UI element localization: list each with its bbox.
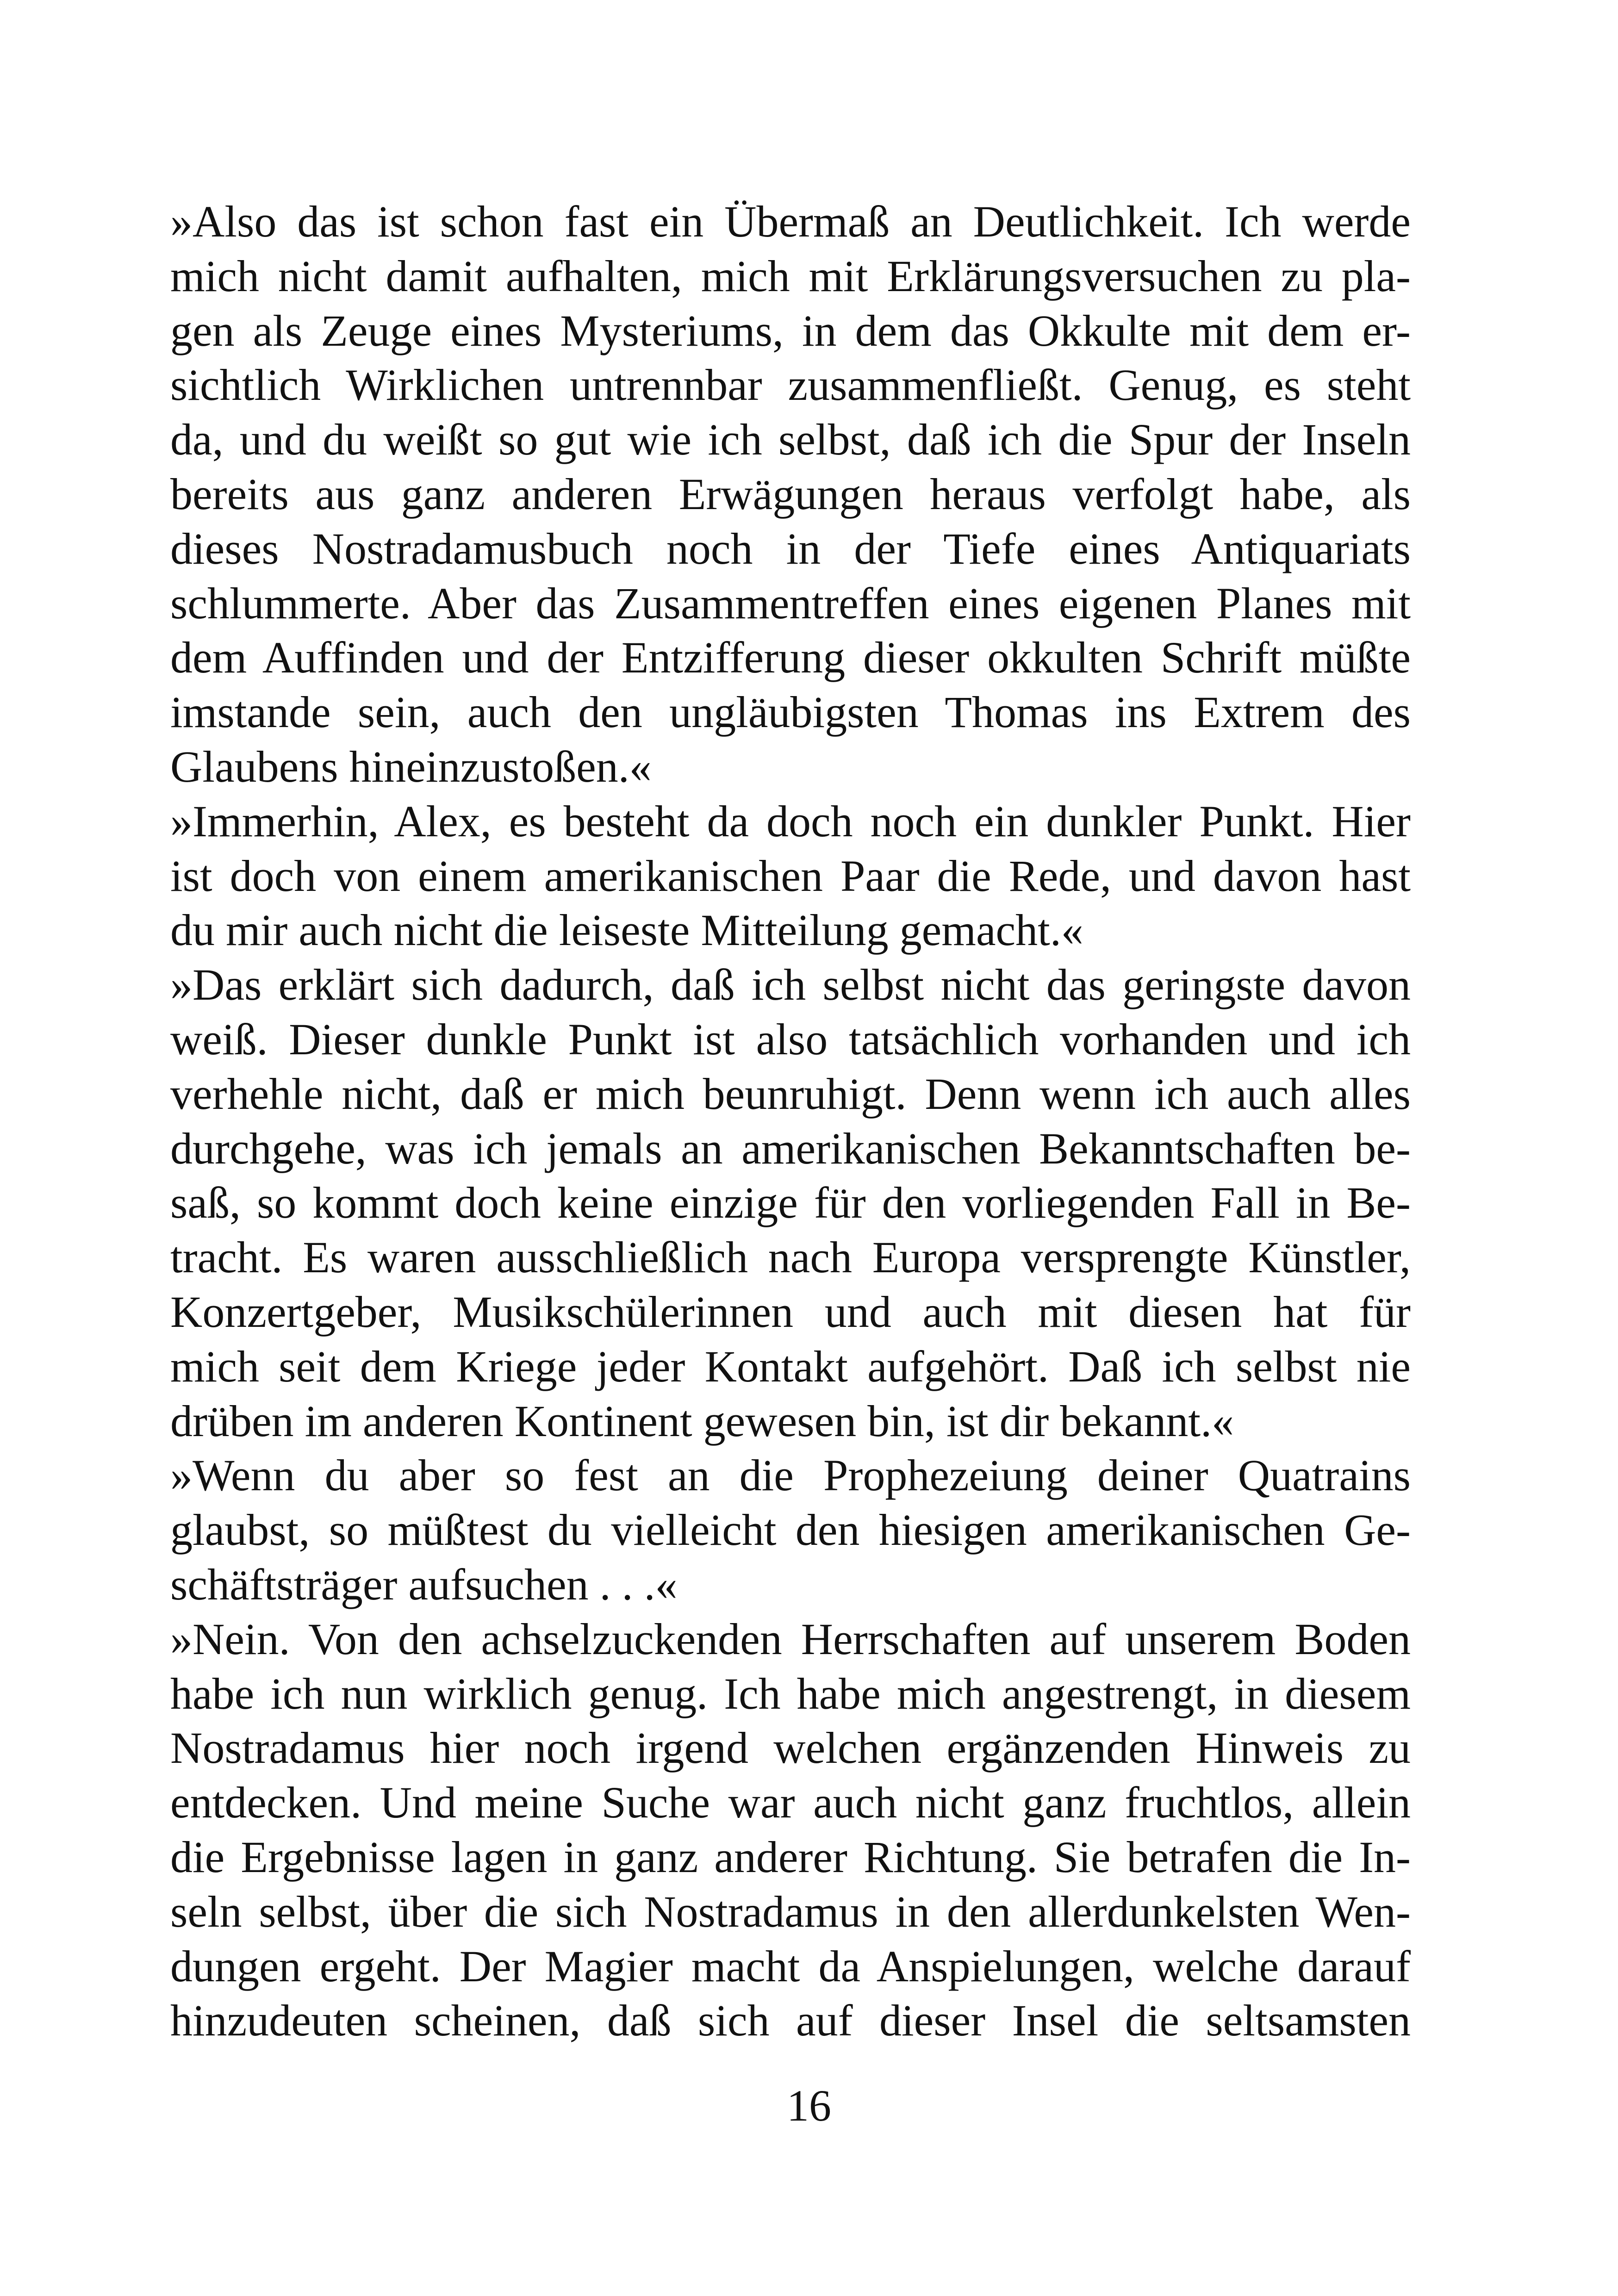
text-line: habe ich nun wirklich genug. Ich habe mich angestrengt, in diesem [170, 1668, 1411, 1718]
paragraph-4 [170, 1448, 1411, 1612]
text-line: drüben im anderen Kontinent gewesen bin, ist dir bekannt.« [170, 1396, 1234, 1446]
text-line: »Das erklärt sich dadurch, daß ich selbst nicht das geringste davon [170, 960, 1411, 1010]
text-line: entdecken. Und meine Suche war auch nicht ganz fruchtlos, allein [170, 1778, 1411, 1828]
text-line: glaubst, so müßtest du vielleicht den hiesigen amerikanischen Ge- [170, 1505, 1411, 1555]
text-line: dieses Nostradamusbuch noch in der Tiefe eines Antiquariats [170, 523, 1411, 573]
text-line: Konzertgeber, Musikschülerinnen und auch mit diesen hat für [170, 1287, 1411, 1337]
text-line: durchgehe, was ich jemals an amerikanischen Bekanntschaften be- [170, 1123, 1411, 1173]
text-line: schäftsträger aufsuchen . . .« [170, 1559, 678, 1609]
text-line: Glaubens hineinzustoßen.« [170, 741, 652, 791]
text-line: schlummerte. Aber das Zusammentreffen eines eigenen Planes mit [170, 578, 1411, 628]
text-line: »Nein. Von den achselzuckenden Herrschaften auf unserem Boden [170, 1614, 1411, 1664]
text-line: dungen ergeht. Der Magier macht da Anspielungen, welche darauf [170, 1941, 1411, 1991]
text-line: dem Auffinden und der Entzifferung dieser okkulten Schrift müßte [170, 633, 1411, 683]
page-number: 16 [787, 2081, 831, 2130]
text-line: ist doch von einem amerikanischen Paar die Rede, und davon hast [170, 851, 1411, 901]
paragraph-2 [170, 794, 1411, 958]
text-line: Nostradamus hier noch irgend welchen ergänzenden Hinweis zu [170, 1723, 1411, 1773]
text-line: da, und du weißt so gut wie ich selbst, daß ich die Spur der Inseln [170, 415, 1411, 465]
text-line: seln selbst, über die sich Nostradamus in den allerdunkelsten Wen- [170, 1886, 1411, 1936]
text-line: mich nicht damit aufhalten, mich mit Erklärungsversuchen zu pla- [170, 251, 1411, 301]
text-line: hinzudeuten scheinen, daß sich auf dieser Insel die seltsamsten [170, 1996, 1411, 2046]
text-line: sichtlich Wirklichen untrennbar zusammenfließt. Genug, es steht [170, 360, 1411, 410]
text-line: die Ergebnisse lagen in ganz anderer Richtung. Sie betrafen die In- [170, 1832, 1411, 1882]
text-line: weiß. Dieser dunkle Punkt ist also tatsächlich vorhanden und ich [170, 1014, 1411, 1064]
paragraph-1 [170, 194, 1411, 794]
text-line: saß, so kommt doch keine einzige für den vorliegenden Fall in Be- [170, 1178, 1411, 1228]
document-body [170, 194, 1411, 2048]
paragraph-5 [170, 1612, 1411, 2048]
text-line: »Wenn du aber so fest an die Prophezeiung deiner Quatrains [170, 1450, 1411, 1500]
text-line: gen als Zeuge eines Mysteriums, in dem das Okkulte mit dem er- [170, 305, 1411, 355]
paragraph-3 [170, 958, 1411, 1448]
text-line: du mir auch nicht die leiseste Mitteilung gemacht.« [170, 905, 1083, 955]
text-line: mich seit dem Kriege jeder Kontakt aufgehört. Daß ich selbst nie [170, 1341, 1411, 1391]
text-line: bereits aus ganz anderen Erwägungen heraus verfolgt habe, als [170, 469, 1411, 519]
text-line: tracht. Es waren ausschließlich nach Europa versprengte Künstler, [170, 1232, 1411, 1282]
text-line: verhehle nicht, daß er mich beunruhigt. Denn wenn ich auch alles [170, 1069, 1411, 1119]
text-line: »Immerhin, Alex, es besteht da doch noch ein dunkler Punkt. Hier [170, 796, 1411, 846]
text-line: »Also das ist schon fast ein Übermaß an Deutlichkeit. Ich werde [170, 197, 1411, 246]
text-line: imstande sein, auch den ungläubigsten Thomas ins Extrem des [170, 687, 1411, 737]
